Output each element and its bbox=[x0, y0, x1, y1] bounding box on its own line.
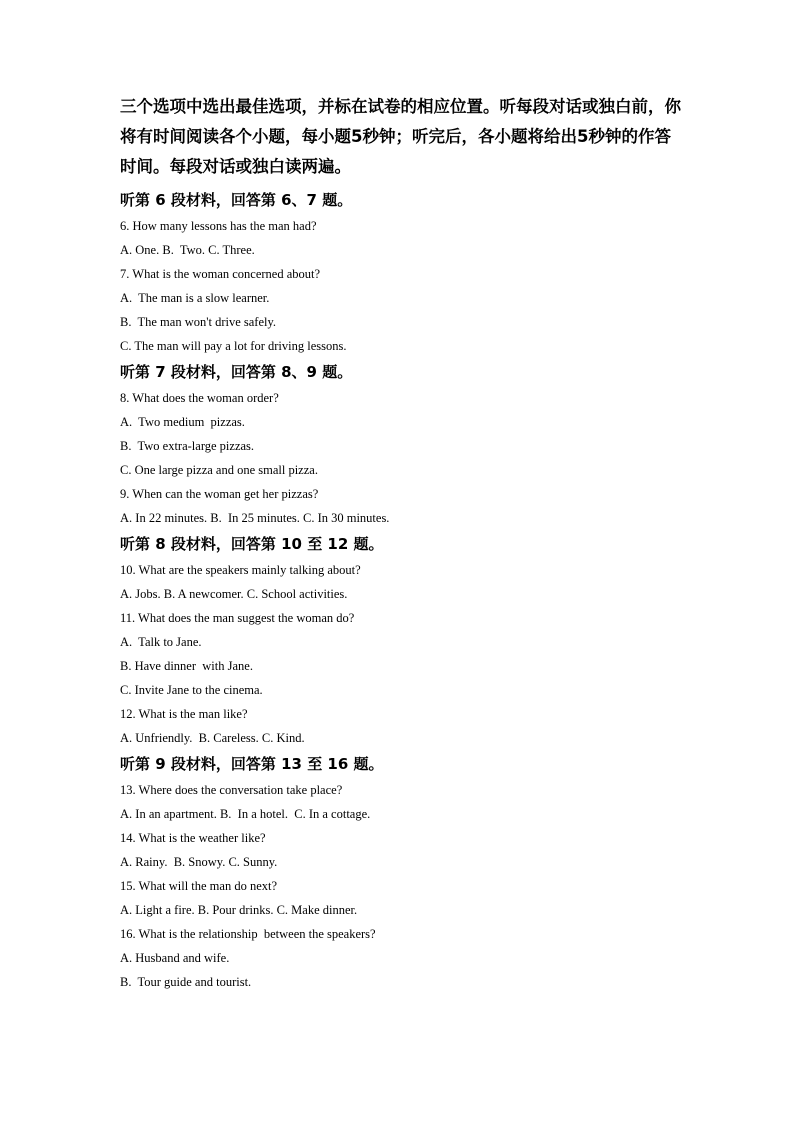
section-heading: 听第 9 段材料，回答第 13 至 16 题。 bbox=[120, 755, 384, 773]
question-6: 6. How many lessons has the man had? bbox=[120, 219, 317, 233]
question-14: 14. What is the weather like? bbox=[120, 831, 266, 845]
options-14: A. Rainy. B. Snowy. C. Sunny. bbox=[120, 855, 278, 869]
section-heading: 听第 6 段材料，回答第 6、7 题。 bbox=[120, 191, 353, 209]
question-9: 9. When can the woman get her pizzas? bbox=[120, 487, 319, 501]
option-11b: B. Have dinner with Jane. bbox=[120, 659, 253, 673]
options-9: A. In 22 minutes. B. In 25 minutes. C. In 30 minutes. bbox=[120, 511, 390, 525]
options-12: A. Unfriendly. B. Careless. C. Kind. bbox=[120, 731, 305, 745]
options-13: A. In an apartment. B. In a hotel. C. In a cottage. bbox=[120, 807, 371, 821]
question-13: 13. Where does the conversation take place? bbox=[120, 783, 343, 797]
question-12: 12. What is the man like? bbox=[120, 707, 248, 721]
section-heading: 听第 8 段材料，回答第 10 至 12 题。 bbox=[120, 535, 384, 553]
instructions-line-3: 时间。每段对话或独白读两遍。 bbox=[120, 157, 351, 176]
section-heading: 听第 7 段材料，回答第 8、9 题。 bbox=[120, 363, 353, 381]
instructions-line-2: 将有时间阅读各个小题，每小题5秒钟；听完后，各小题将给出5秒钟的作答 bbox=[120, 127, 671, 146]
option-11c: C. Invite Jane to the cinema. bbox=[120, 683, 263, 697]
option-7b: B. The man won't drive safely. bbox=[120, 315, 277, 329]
options-15: A. Light a fire. B. Pour drinks. C. Make dinner. bbox=[120, 903, 358, 917]
option-7a: A. The man is a slow learner. bbox=[120, 291, 270, 305]
question-7: 7. What is the woman concerned about? bbox=[120, 267, 321, 281]
option-8c: C. One large pizza and one small pizza. bbox=[120, 463, 318, 477]
section-material-6 bbox=[120, 186, 680, 358]
question-11: 11. What does the man suggest the woman do? bbox=[120, 611, 355, 625]
instructions-paragraph bbox=[120, 92, 680, 182]
section-material-9 bbox=[120, 750, 680, 994]
question-15: 15. What will the man do next? bbox=[120, 879, 278, 893]
listening-sections bbox=[120, 186, 680, 994]
option-8a: A. Two medium pizzas. bbox=[120, 415, 245, 429]
section-material-8 bbox=[120, 530, 680, 750]
option-16a: A. Husband and wife. bbox=[120, 951, 230, 965]
options-10: A. Jobs. B. A newcomer. C. School activities. bbox=[120, 587, 348, 601]
option-16b: B. Tour guide and tourist. bbox=[120, 975, 252, 989]
instructions-line-1: 三个选项中选出最佳选项，并标在试卷的相应位置。听每段对话或独白前，你 bbox=[120, 97, 681, 116]
option-7c: C. The man will pay a lot for driving lessons. bbox=[120, 339, 347, 353]
question-16: 16. What is the relationship between the speakers? bbox=[120, 927, 376, 941]
option-11a: A. Talk to Jane. bbox=[120, 635, 202, 649]
option-8b: B. Two extra-large pizzas. bbox=[120, 439, 255, 453]
question-8: 8. What does the woman order? bbox=[120, 391, 279, 405]
section-material-7 bbox=[120, 358, 680, 530]
options-6: A. One. B. Two. C. Three. bbox=[120, 243, 255, 257]
question-10: 10. What are the speakers mainly talking about? bbox=[120, 563, 361, 577]
